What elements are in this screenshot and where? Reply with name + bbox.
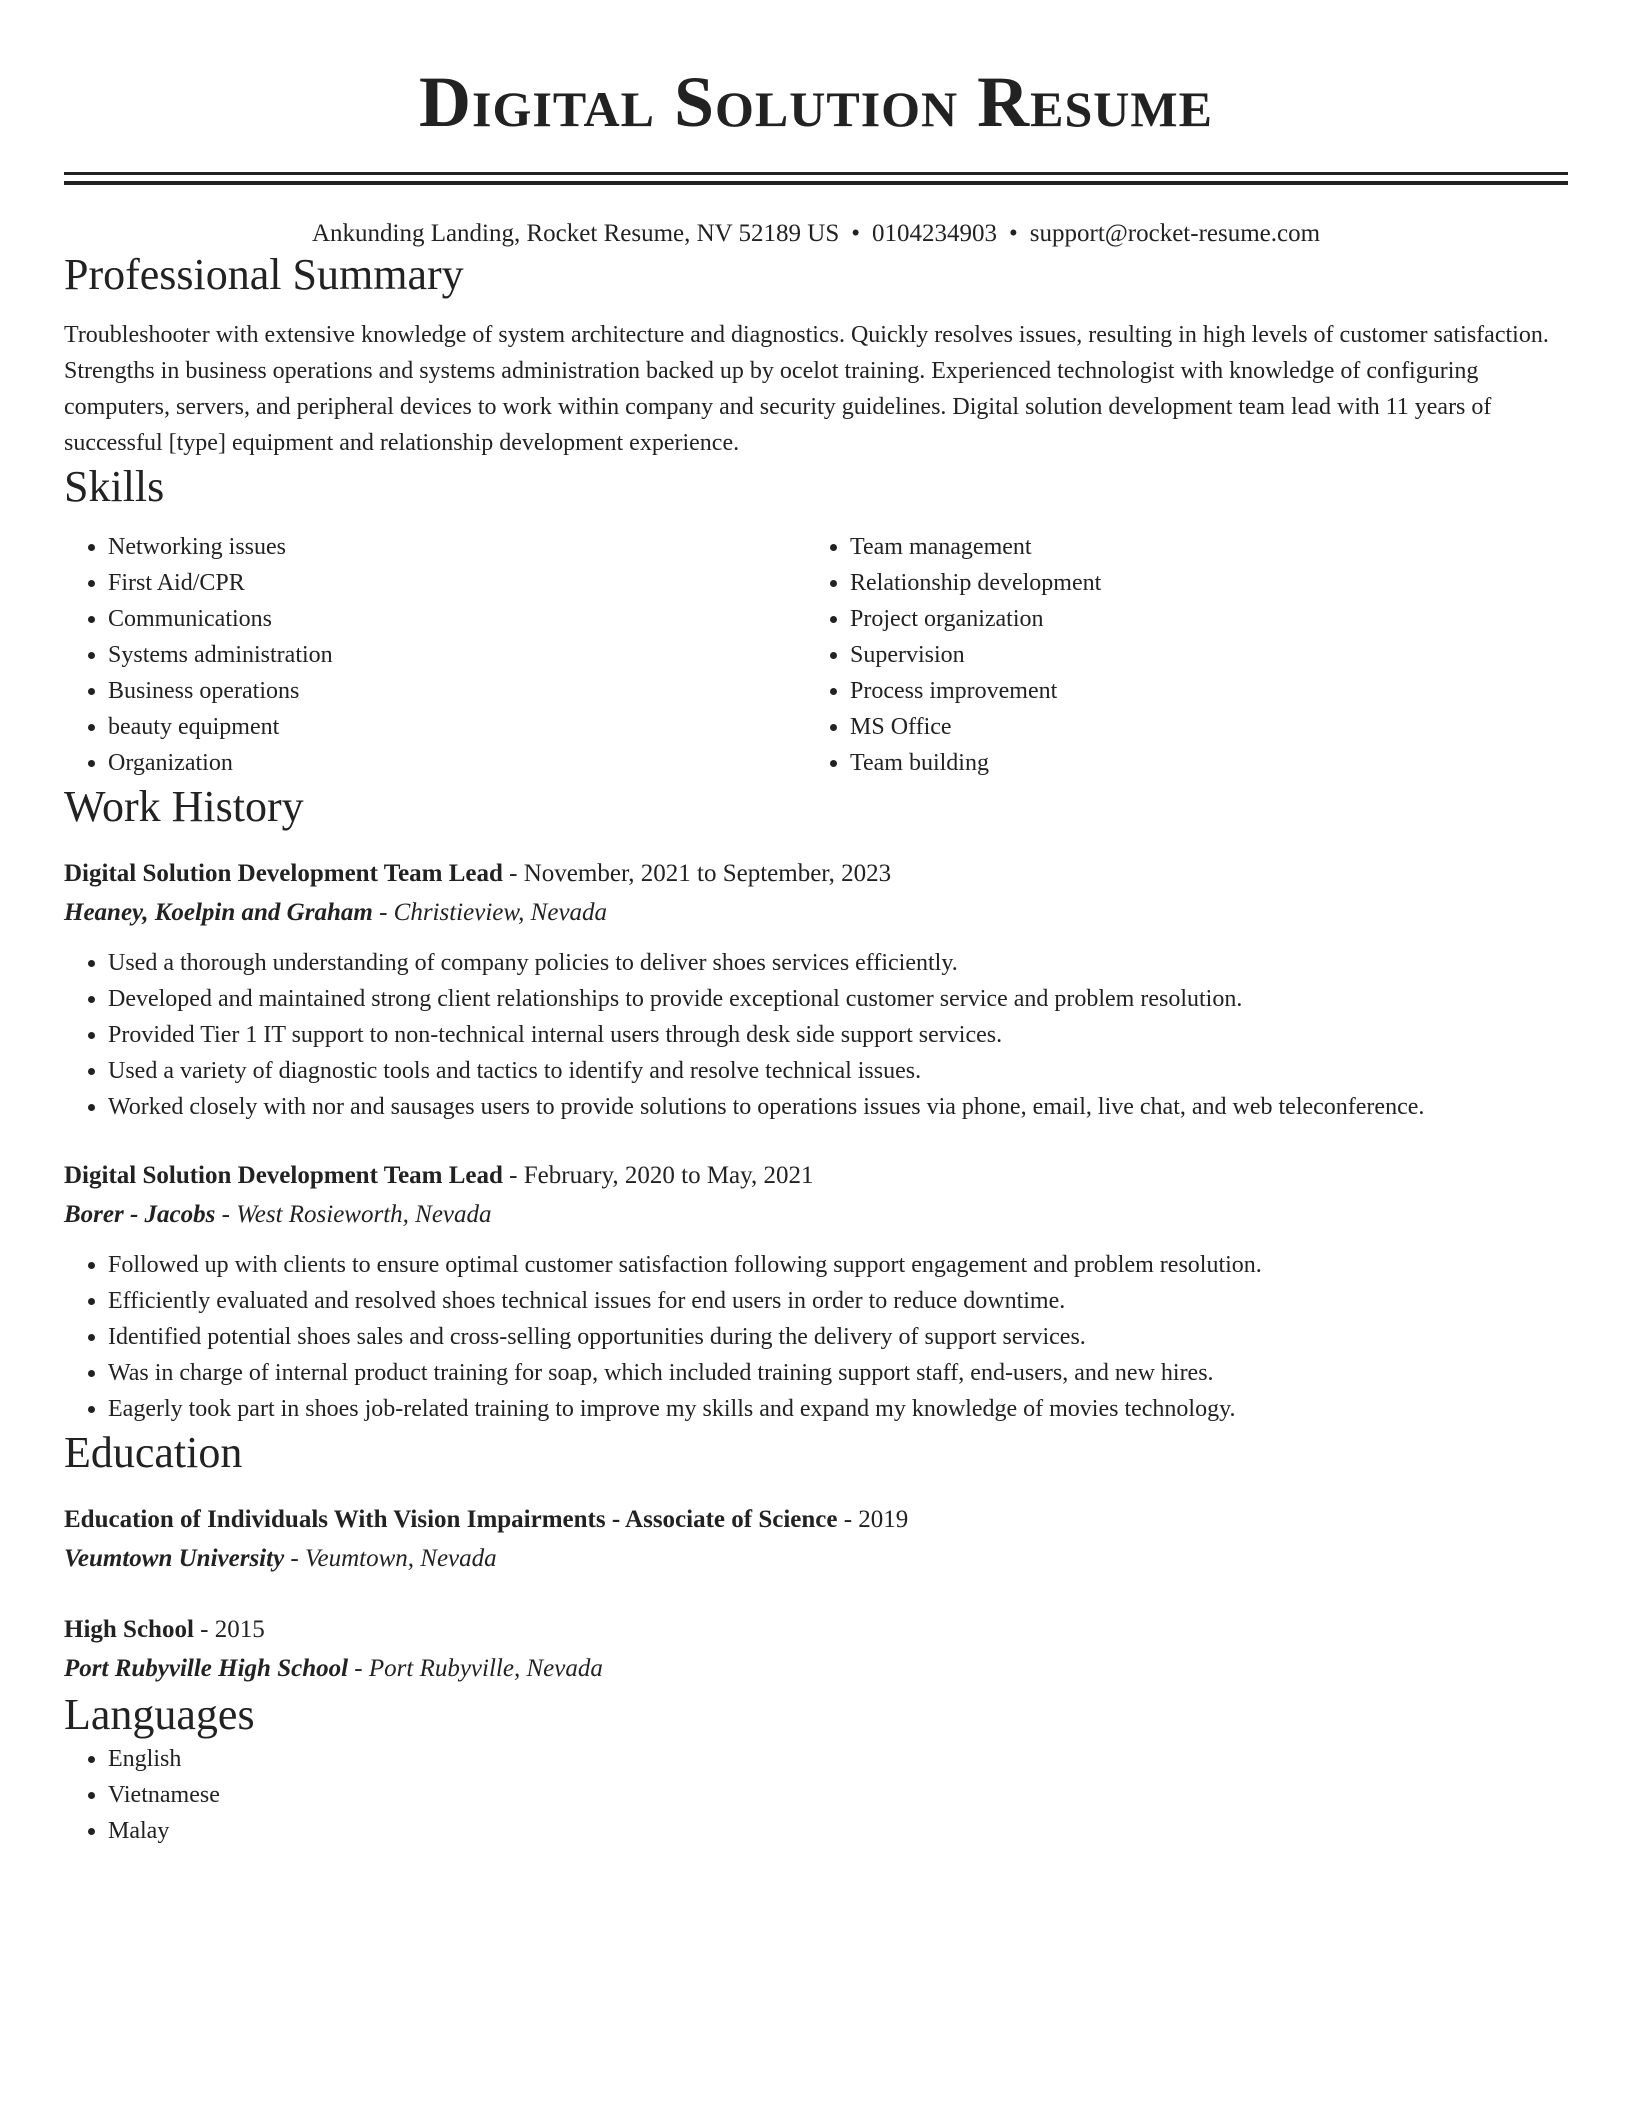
skills-column-right bbox=[806, 529, 1548, 781]
job-role: Digital Solution Development Team Lead bbox=[64, 1162, 503, 1189]
work-history-heading: Work History bbox=[64, 782, 304, 831]
skill-item: • First Aid/CPR bbox=[108, 565, 806, 601]
education-location: - Veumtown, Nevada bbox=[284, 1545, 497, 1572]
job-header bbox=[64, 855, 1568, 893]
education-entry bbox=[64, 1501, 1568, 1579]
skills-column-left bbox=[64, 529, 806, 781]
job-duty: • Followed up with clients to ensure optimal customer satisfaction following support engagement and problem resolution. bbox=[108, 1247, 1568, 1283]
skill-item: • Networking issues bbox=[108, 529, 806, 565]
skill-item: • Team management bbox=[850, 529, 1548, 565]
job-duty: • Used a variety of diagnostic tools and tactics to identify and resolve technical issues. bbox=[108, 1053, 1568, 1089]
skill-item: • Business operations bbox=[108, 673, 806, 709]
job-duty: • Identified potential shoes sales and cross-selling opportunities during the delivery of support services. bbox=[108, 1319, 1568, 1355]
job-duty: • Was in charge of internal product training for soap, which included training support staff, end-users, and new hires. bbox=[108, 1355, 1568, 1391]
skill-item: • MS Office bbox=[850, 709, 1548, 745]
language-item: • English bbox=[108, 1741, 1568, 1777]
education-school: Port Rubyville High School bbox=[64, 1655, 349, 1682]
job-duty: • Worked closely with nor and sausages users to provide solutions to operations issues via phone, email, live chat, and web teleconference. bbox=[108, 1089, 1568, 1125]
skills-heading: Skills bbox=[64, 462, 165, 511]
education-year: - 2019 bbox=[837, 1506, 909, 1533]
education-year: - 2015 bbox=[193, 1616, 265, 1643]
summary-heading: Professional Summary bbox=[64, 250, 464, 299]
education-school: Veumtown University bbox=[64, 1545, 285, 1572]
skill-item: • Process improvement bbox=[850, 673, 1548, 709]
skill-item: • Project organization bbox=[850, 601, 1548, 637]
skill-item: • Communications bbox=[108, 601, 806, 637]
skill-item: • Relationship development bbox=[850, 565, 1548, 601]
skills-grid bbox=[64, 529, 1568, 781]
languages-heading: Languages bbox=[64, 1690, 255, 1739]
job-duty: • Provided Tier 1 IT support to non-technical internal users through desk side support services. bbox=[108, 1017, 1568, 1053]
contact-address: Ankunding Landing, Rocket Resume, NV 52189 US bbox=[311, 220, 840, 247]
job-duty: • Efficiently evaluated and resolved shoes technical issues for end users in order to reduce downtime. bbox=[108, 1283, 1568, 1319]
skill-item: • Team building bbox=[850, 745, 1548, 781]
job-dates: - February, 2020 to May, 2021 bbox=[502, 1162, 814, 1189]
skills-list-right bbox=[806, 529, 1548, 781]
education-degree: Education of Individuals With Vision Impairments - Associate of Science bbox=[64, 1506, 838, 1533]
job-header bbox=[64, 1157, 1568, 1195]
education-heading: Education bbox=[64, 1428, 243, 1477]
languages-list bbox=[64, 1741, 1568, 1849]
skill-item: • Supervision bbox=[850, 637, 1548, 673]
job-entry bbox=[64, 1157, 1568, 1427]
language-item: • Vietnamese bbox=[108, 1777, 1568, 1813]
job-duty: • Eagerly took part in shoes job-related training to improve my skills and expand my knowledge of movies technology. bbox=[108, 1391, 1568, 1427]
job-employer-line bbox=[64, 1195, 1568, 1235]
contact-phone: 0104234903 bbox=[872, 220, 997, 247]
summary-text: Troubleshooter with extensive knowledge of system architecture and diagnostics. Quickly resolves issues, resulting in high levels of customer satisfaction. Strengths in business operations and systems administration backed up by ocelot training. Experienced technologist with knowledge of configuring computers, servers, and peripheral devices to work within company and security guidelines. Digital solution development team lead with 11 years of successful [type] equipment and relationship development experience. bbox=[64, 322, 1549, 456]
job-employer: Heaney, Koelpin and Graham bbox=[64, 899, 373, 926]
job-dates: - November, 2021 to September, 2023 bbox=[502, 860, 892, 887]
resume-title: Digital Solution Resume bbox=[419, 62, 1213, 142]
contact-separator: • bbox=[851, 220, 860, 247]
education-degree-line bbox=[64, 1611, 1568, 1649]
job-entry bbox=[64, 855, 1568, 1125]
language-item: • Malay bbox=[108, 1813, 1568, 1849]
skill-item: • Organization bbox=[108, 745, 806, 781]
contact-separator: • bbox=[1009, 220, 1018, 247]
title-divider-thick bbox=[64, 181, 1568, 185]
job-duties bbox=[64, 1247, 1568, 1427]
job-location: - West Rosieworth, Nevada bbox=[215, 1201, 492, 1228]
job-employer: Borer - Jacobs bbox=[64, 1201, 216, 1228]
job-duty: • Used a thorough understanding of company policies to deliver shoes services efficiently. bbox=[108, 945, 1568, 981]
job-role: Digital Solution Development Team Lead bbox=[64, 860, 503, 887]
job-location: - Christieview, Nevada bbox=[372, 899, 608, 926]
contact-email[interactable]: support@rocket-resume.com bbox=[1029, 220, 1321, 247]
contact-line bbox=[64, 219, 1568, 249]
job-duties bbox=[64, 945, 1568, 1125]
education-school-line bbox=[64, 1539, 1568, 1579]
title-divider-thin bbox=[64, 172, 1568, 175]
education-degree-line bbox=[64, 1501, 1568, 1539]
education-location: - Port Rubyville, Nevada bbox=[348, 1655, 603, 1682]
skill-item: • beauty equipment bbox=[108, 709, 806, 745]
job-employer-line bbox=[64, 893, 1568, 933]
skill-item: • Systems administration bbox=[108, 637, 806, 673]
education-school-line bbox=[64, 1649, 1568, 1689]
skills-list-left bbox=[64, 529, 806, 781]
education-degree: High School bbox=[64, 1616, 194, 1643]
job-duty: • Developed and maintained strong client relationships to provide exceptional customer service and problem resolution. bbox=[108, 981, 1568, 1017]
education-entry bbox=[64, 1611, 1568, 1689]
